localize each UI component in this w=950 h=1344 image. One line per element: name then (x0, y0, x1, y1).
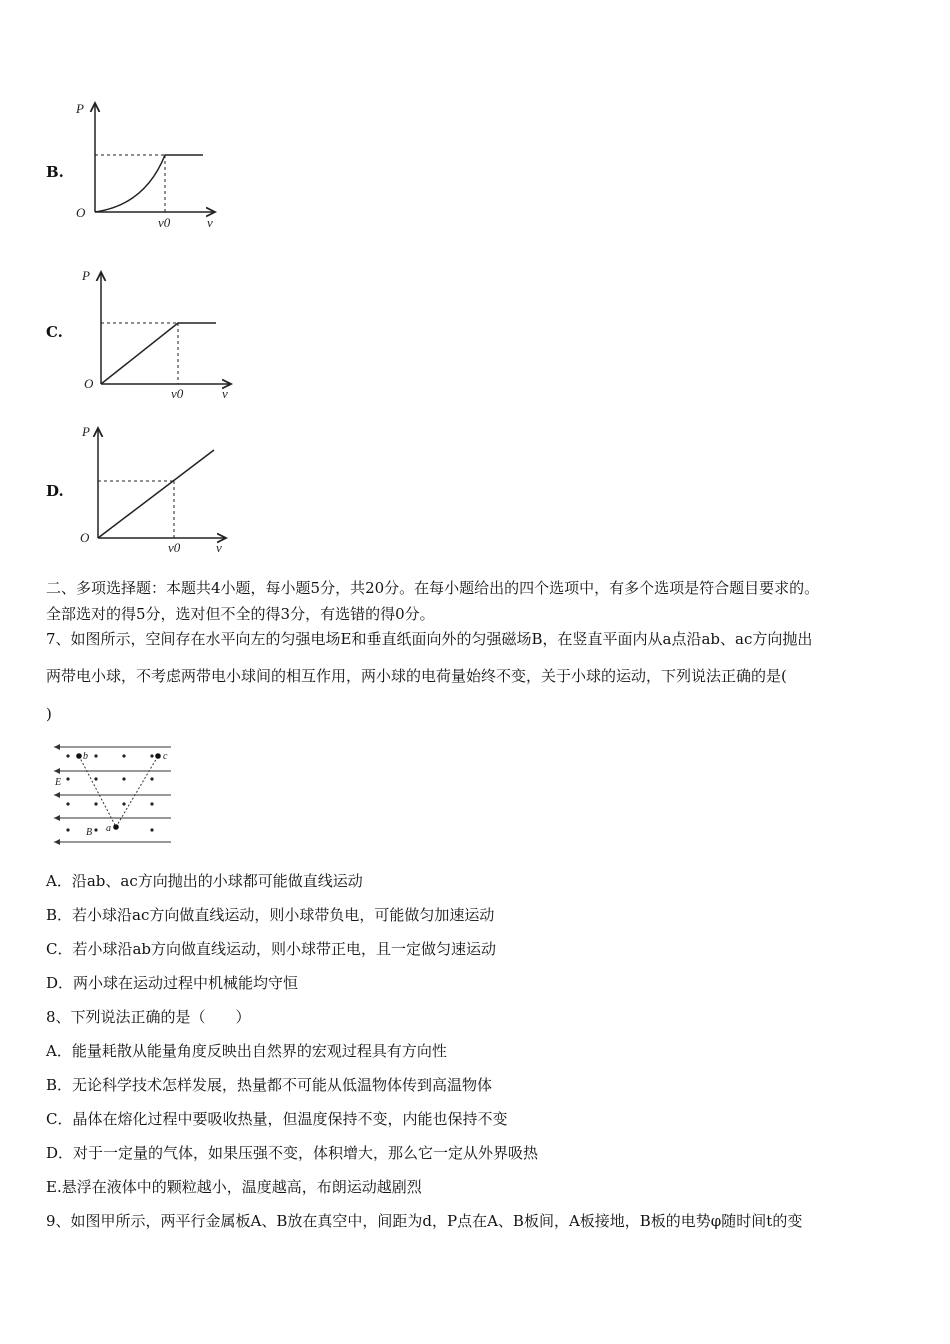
axis-label-p: P (82, 424, 90, 439)
q8-stem: 8、下列说法正确的是（ ） (46, 1008, 251, 1026)
q9-stem-line1: 9、如图甲所示，两平行金属板A、B放在真空中，间距为d，P点在A、B板间，A板接地，B板的电势φ随时间t的变 (46, 1212, 803, 1230)
point-a (113, 824, 119, 830)
option-b-label: B. (46, 163, 64, 181)
graph-option-b (70, 95, 240, 235)
power-curve (101, 323, 216, 384)
label-c: c (163, 751, 168, 762)
q7-field-figure (46, 740, 176, 848)
q8-option-d: D．对于一定量的气体，如果压强不变，体积增大，那么它一定从外界吸热 (46, 1144, 539, 1162)
q8-option-e: E.悬浮在液体中的颗粒越小，温度越高，布朗运动越剧烈 (46, 1178, 422, 1196)
graph-option-d (76, 420, 256, 560)
graph-option-c (76, 264, 256, 404)
section-heading: 二、多项选择题：本题共4小题，每小题5分，共20分。在每小题给出的四个选项中，有多个选项是符合题目要求的。 (46, 579, 820, 597)
axis-label-v: v (207, 215, 213, 230)
axis-label-v: v (222, 386, 228, 401)
label-E: E (55, 777, 62, 788)
q8-option-b: B．无论科学技术怎样发展，热量都不可能从低温物体传到高温物体 (46, 1076, 493, 1094)
origin-label: O (80, 530, 90, 545)
q7-option-d: D．两小球在运动过程中机械能均守恒 (46, 974, 299, 992)
q7-stem-line2: 两带电小球，不考虑两带电小球间的相互作用，两小球的电荷量始终不变，关于小球的运动，下列说法正确的是( (46, 667, 787, 685)
q8-option-a: A．能量耗散从能量角度反映出自然界的宏观过程具有方向性 (46, 1042, 447, 1060)
q7-option-c: C．若小球沿ab方向做直线运动，则小球带正电，且一定做匀速运动 (46, 940, 497, 958)
label-a: a (106, 823, 111, 834)
origin-label: O (84, 376, 94, 391)
axis-label-p: P (82, 268, 90, 283)
tick-label-v0: v0 (168, 540, 181, 555)
ball-b (76, 753, 82, 759)
option-d-label: D. (46, 482, 64, 500)
label-B: B (86, 827, 93, 838)
origin-label: O (76, 205, 86, 220)
axis-label-p: P (76, 101, 84, 116)
tick-label-v0: v0 (158, 215, 171, 230)
q7-option-a: A．沿ab、ac方向抛出的小球都可能做直线运动 (46, 872, 363, 890)
option-c-label: C. (46, 323, 63, 341)
section-heading-cont: 全部选对的得5分，选对但不全的得3分，有选错的得0分。 (46, 605, 435, 623)
axis-label-v: v (216, 540, 222, 555)
q7-stem-line3: ) (46, 705, 52, 723)
q7-stem-line1: 7、如图所示，空间存在水平向左的匀强电场E和垂直纸面向外的匀强磁场B，在竖直平面内从a点沿ab、ac方向抛出 (46, 630, 813, 648)
power-line (98, 450, 214, 538)
tick-label-v0: v0 (171, 386, 184, 401)
power-curve (95, 155, 203, 212)
q8-option-c: C．晶体在熔化过程中要吸收热量，但温度保持不变，内能也保持不变 (46, 1110, 508, 1128)
q7-option-b: B．若小球沿ac方向做直线运动，则小球带负电，可能做匀加速运动 (46, 906, 495, 924)
ball-c (155, 753, 161, 759)
label-b: b (83, 751, 88, 762)
